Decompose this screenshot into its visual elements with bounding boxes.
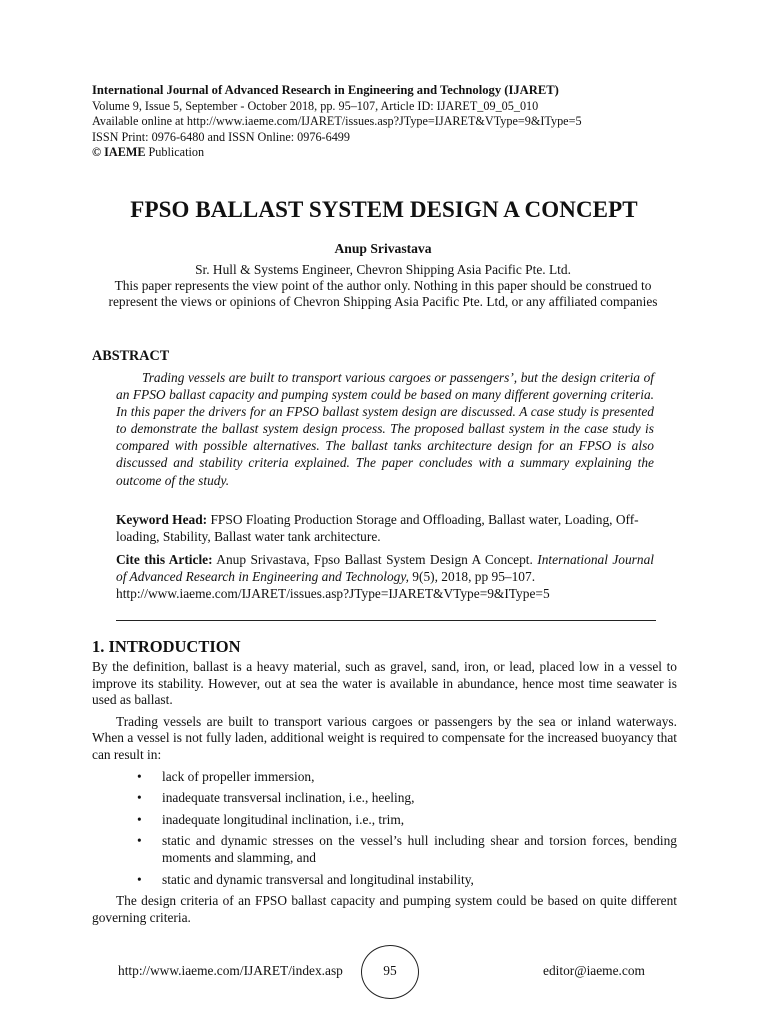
author-affiliation: Sr. Hull & Systems Engineer, Chevron Shipping Asia Pacific Pte. Ltd.: [195, 262, 571, 277]
journal-header: [92, 83, 692, 161]
section-heading-introduction: 1. INTRODUCTION: [92, 637, 241, 656]
publisher-symbol: © IAEME: [92, 145, 146, 160]
citation-url[interactable]: http://www.iaeme.com/IJARET/issues.asp?JType=IJARET&VType=9&IType=5: [116, 585, 550, 601]
list-item: [92, 872, 677, 889]
available-online-line: Available online at http://www.iaeme.com/IJARET/issues.asp?JType=IJARET&VType=9&IType=5: [92, 114, 582, 129]
citation-volume-pages: 9(5), 2018, pp 95–107.: [412, 568, 536, 584]
publisher-word: Publication: [148, 145, 205, 160]
issn-line: ISSN Print: 0976-6480 and ISSN Online: 0976-6499: [92, 129, 350, 144]
intro-paragraph-3: The design criteria of an FPSO ballast capacity and pumping system could be based on quite different governing criteria.: [92, 893, 677, 925]
bullet-icon: •: [137, 811, 142, 827]
introduction-body: [92, 659, 677, 931]
citation-journal: International Journal of Advanced Research in Engineering and Technology,: [116, 552, 655, 584]
page-number: 95: [383, 963, 397, 978]
abstract-text: Trading vessels are built to transport various cargoes or passengers’, but the design criteria of an FPSO ballast capacity and pumping system could be based on many different governing criteria. In this paper the drivers for an FPSO ballast system design are discussed. A case study is presented to demonstrate the ballast system design process. The proposed ballast system in the case study is compared with possible alternatives. The ballast tanks architecture design for an FPSO is also discussed and stability criteria explained. The paper concludes with a summary explaining the outcome of the study.: [116, 370, 654, 488]
paper-title: FPSO BALLAST SYSTEM DESIGN A CONCEPT: [130, 197, 638, 222]
bullet-list: [92, 769, 677, 889]
list-item-text: inadequate longitudinal inclination, i.e., trim,: [162, 811, 405, 827]
divider-rule: [116, 620, 656, 621]
intro-paragraph-1: By the definition, ballast is a heavy material, such as gravel, sand, iron, or lead, placed low in a vessel to improve its stability. However, out at sea the water is available in abundance, hence most time seawater is used as ballast.: [92, 659, 677, 708]
author-block: [92, 241, 674, 310]
abstract-heading: ABSTRACT: [92, 348, 170, 364]
citation-authors-title: Anup Srivastava, Fpso Ballast System Design A Concept.: [216, 552, 533, 567]
citation-label: Cite this Article:: [116, 552, 213, 567]
bullet-icon: •: [137, 833, 142, 849]
bullet-icon: •: [137, 871, 142, 887]
list-item: [92, 833, 677, 866]
footer-email[interactable]: editor@iaeme.com: [543, 963, 645, 978]
list-item-text: lack of propeller immersion,: [162, 768, 315, 784]
publisher-line: [92, 145, 692, 161]
list-item-text: static and dynamic transversal and longitudinal instability,: [162, 871, 474, 887]
author-disclaimer: This paper represents the view point of the author only. Nothing in this paper should be construed to represent the views or opinions of Chevron Shipping Asia Pacific Pte. Ltd, or any affiliated companies: [108, 278, 658, 309]
keywords: [116, 512, 654, 546]
citation: [116, 552, 654, 602]
bullet-icon: •: [137, 768, 142, 784]
list-item: [92, 790, 677, 807]
page-footer: [0, 945, 768, 1001]
list-item-text: inadequate transversal inclination, i.e., heeling,: [162, 790, 415, 806]
keyword-label: Keyword Head:: [116, 512, 208, 527]
keyword-list: FPSO Floating Production Storage and Offloading, Ballast water, Loading, Off-loading, Stability, Ballast water tank architecture.: [116, 512, 639, 544]
journal-title: International Journal of Advanced Research in Engineering and Technology (IJARET): [92, 83, 559, 97]
list-item-text: static and dynamic stresses on the vessel’s hull including shear and torsion forces, bending moments and slamming, and: [162, 833, 677, 865]
volume-line: Volume 9, Issue 5, September - October 2018, pp. 95–107, Article ID: IJARET_09_05_010: [92, 98, 539, 113]
bullet-icon: •: [137, 790, 142, 806]
footer-url[interactable]: http://www.iaeme.com/IJARET/index.asp: [118, 963, 343, 978]
author-name: Anup Srivastava: [334, 241, 432, 256]
list-item: [92, 769, 677, 786]
intro-paragraph-2: Trading vessels are built to transport various cargoes or passengers by the sea or inland waterways. When a vessel is not fully laden, additional weight is required to compensate for the increased buoyancy that can result in:: [92, 713, 677, 762]
list-item: [92, 812, 677, 829]
